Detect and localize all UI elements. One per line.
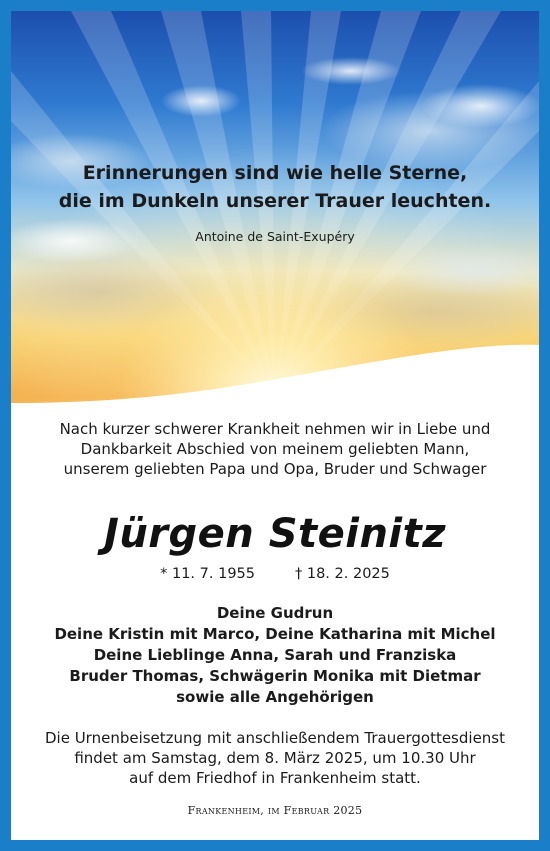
intro-line: unserem geliebten Papa und Opa, Bruder und Schwager <box>63 460 487 478</box>
mourner-line: Bruder Thomas, Schwägerin Monika mit Dietmar <box>69 667 481 685</box>
quote-line: die im Dunkeln unserer Trauer leuchten. <box>58 190 492 212</box>
service-line: auf dem Friedhof in Frankenheim statt. <box>129 769 421 787</box>
birth-date: * 11. 7. 1955 <box>160 566 255 582</box>
mourner-line: Deine Gudrun <box>216 604 334 622</box>
place-and-date: Frankenheim, im Februar 2025 <box>187 804 363 817</box>
intro-text <box>11 419 539 479</box>
mourners-list <box>11 603 539 708</box>
service-line: findet am Samstag, dem 8. März 2025, um 10.30 Uhr <box>74 749 476 767</box>
mourner-line: sowie alle Angehörigen <box>176 688 374 706</box>
death-date: † 18. 2. 2025 <box>295 566 390 582</box>
intro-line: Dankbarkeit Abschied von meinem geliebten Mann, <box>80 440 470 458</box>
mourner-line: Deine Kristin mit Marco, Deine Katharina mit Michel <box>54 625 496 643</box>
service-line: Die Urnenbeisetzung mit anschließendem Trauergottesdienst <box>44 729 505 747</box>
quote-author: Antoine de Saint-Exupéry <box>195 229 355 244</box>
intro-line: Nach kurzer schwerer Krankheit nehmen wir in Liebe und <box>59 420 491 438</box>
mourner-line: Deine Lieblinge Anna, Sarah und Franziska <box>93 646 457 664</box>
quote-line: Erinnerungen sind wie helle Sterne, <box>82 162 468 184</box>
memorial-quote <box>11 159 539 215</box>
obituary-content <box>11 11 539 840</box>
deceased-name: Jürgen Steinitz <box>103 511 447 557</box>
service-info <box>11 728 539 788</box>
life-dates <box>11 566 539 582</box>
